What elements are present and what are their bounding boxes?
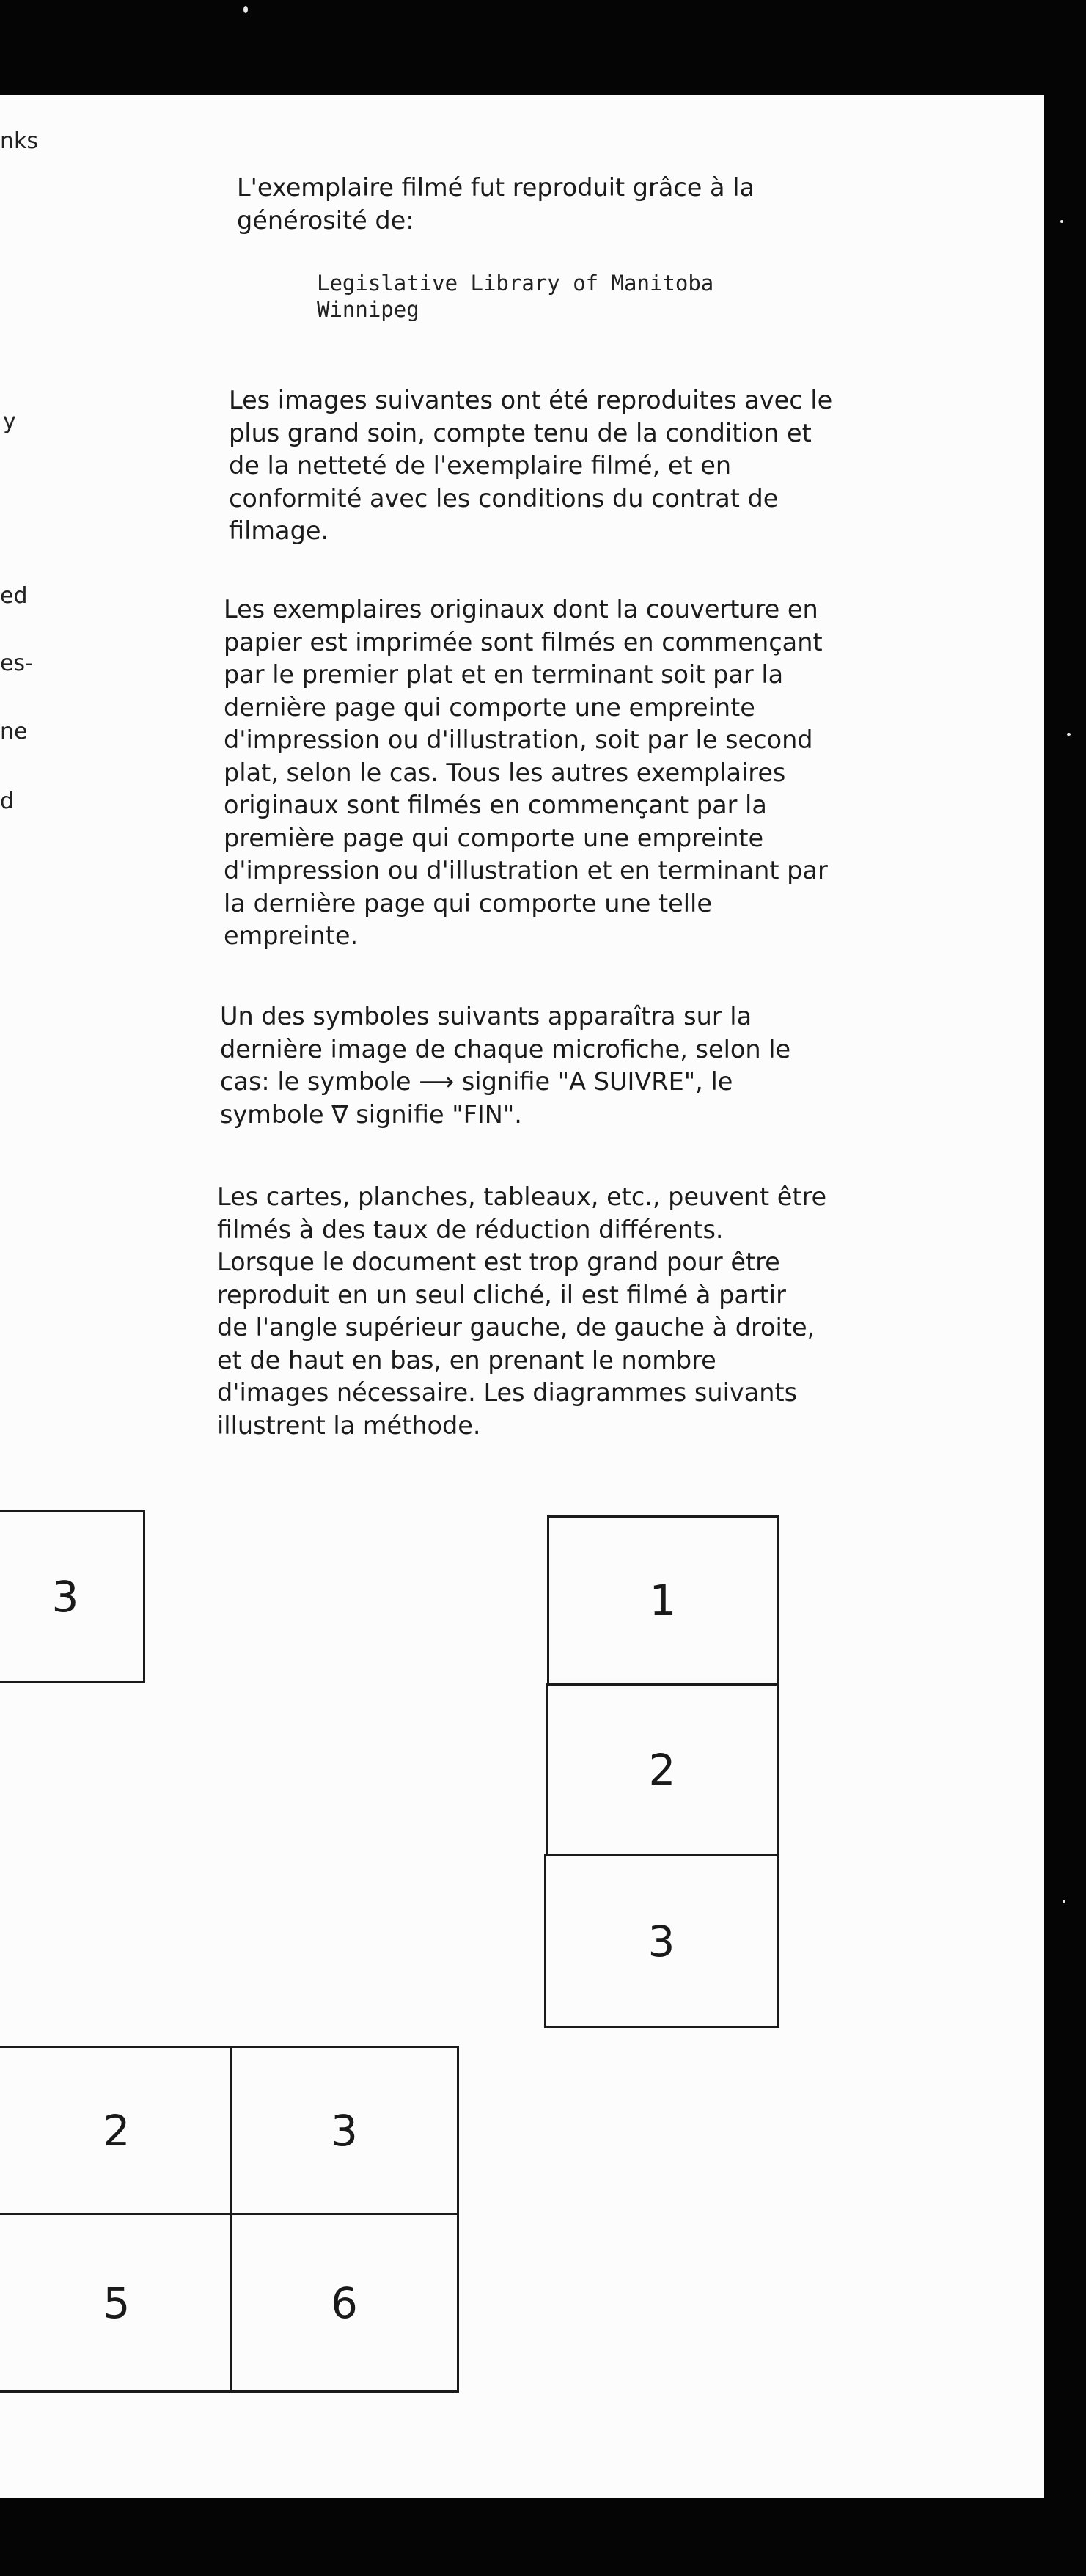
diagram-column-box-3: 3 <box>544 1854 779 2028</box>
film-speck <box>1063 1900 1065 1903</box>
film-speck <box>1067 733 1071 736</box>
left-fragment: y <box>3 409 16 434</box>
diagram-column-box-1: 1 <box>547 1515 779 1686</box>
intro-text: L'exemplaire filmé fut reproduit grâce à la générosité de: <box>237 173 755 235</box>
paragraph-originals: Les exemplaires originaux dont la couverture en papier est imprimée sont filmés en commençant par le premier plat et en terminant soit par la dernière page qui comporte une empreinte d'impression ou d'illustration, soit par le second plat, selon le cas. Tous les autres exemplaires originaux sont filmés en commençant par la première page qui comporte une empreinte d'impression ou d'illustration et en terminant par la dernière page qui comporte une telle empreinte. <box>224 595 828 950</box>
left-fragment: d <box>0 788 15 814</box>
left-fragment: ed <box>0 583 28 609</box>
diagram-row-box-3: 3 <box>0 1510 145 1683</box>
diagram-column-box-2: 2 <box>546 1683 779 1856</box>
diagram-grid-cell-3: 3 <box>230 2046 459 2215</box>
paragraph-conditions: Les images suivantes ont été reproduites avec le plus grand soin, compte tenu de la condition et de la netteté de l'exemplaire filmé, et en conformité avec les conditions du contrat de filmage. <box>229 386 833 545</box>
diagram-grid-cell-2: 2 <box>0 2046 232 2215</box>
paragraph-symbols: Un des symboles suivants apparaîtra sur la dernière image de chaque microfiche, selon le cas: le symbole ⟶ signifie "A SUIVRE", le symbole ∇ signifie "FIN". <box>220 1002 791 1129</box>
diagram-grid-cell-6: 6 <box>230 2213 459 2393</box>
film-speck <box>1060 220 1063 223</box>
diagram-grid-cell-5: 5 <box>0 2213 232 2393</box>
left-fragment: nks <box>0 128 39 154</box>
left-fragment: ne <box>0 719 28 744</box>
paragraph-method: Les cartes, planches, tableaux, etc., peuvent être filmés à des taux de réduction différents. Lorsque le document est trop grand pour être reproduit en un seul cliché, il est filmé à partir de l'angle supérieur gauche, de gauche à droite, et de haut en bas, en prenant le nombre d'images nécessaire. Les diagrammes suivants illustrent la méthode. <box>217 1182 827 1440</box>
left-fragment: es- <box>0 651 33 676</box>
film-speck <box>243 6 248 13</box>
library-name: Legislative Library of Manitoba Winnipeg <box>317 271 714 322</box>
